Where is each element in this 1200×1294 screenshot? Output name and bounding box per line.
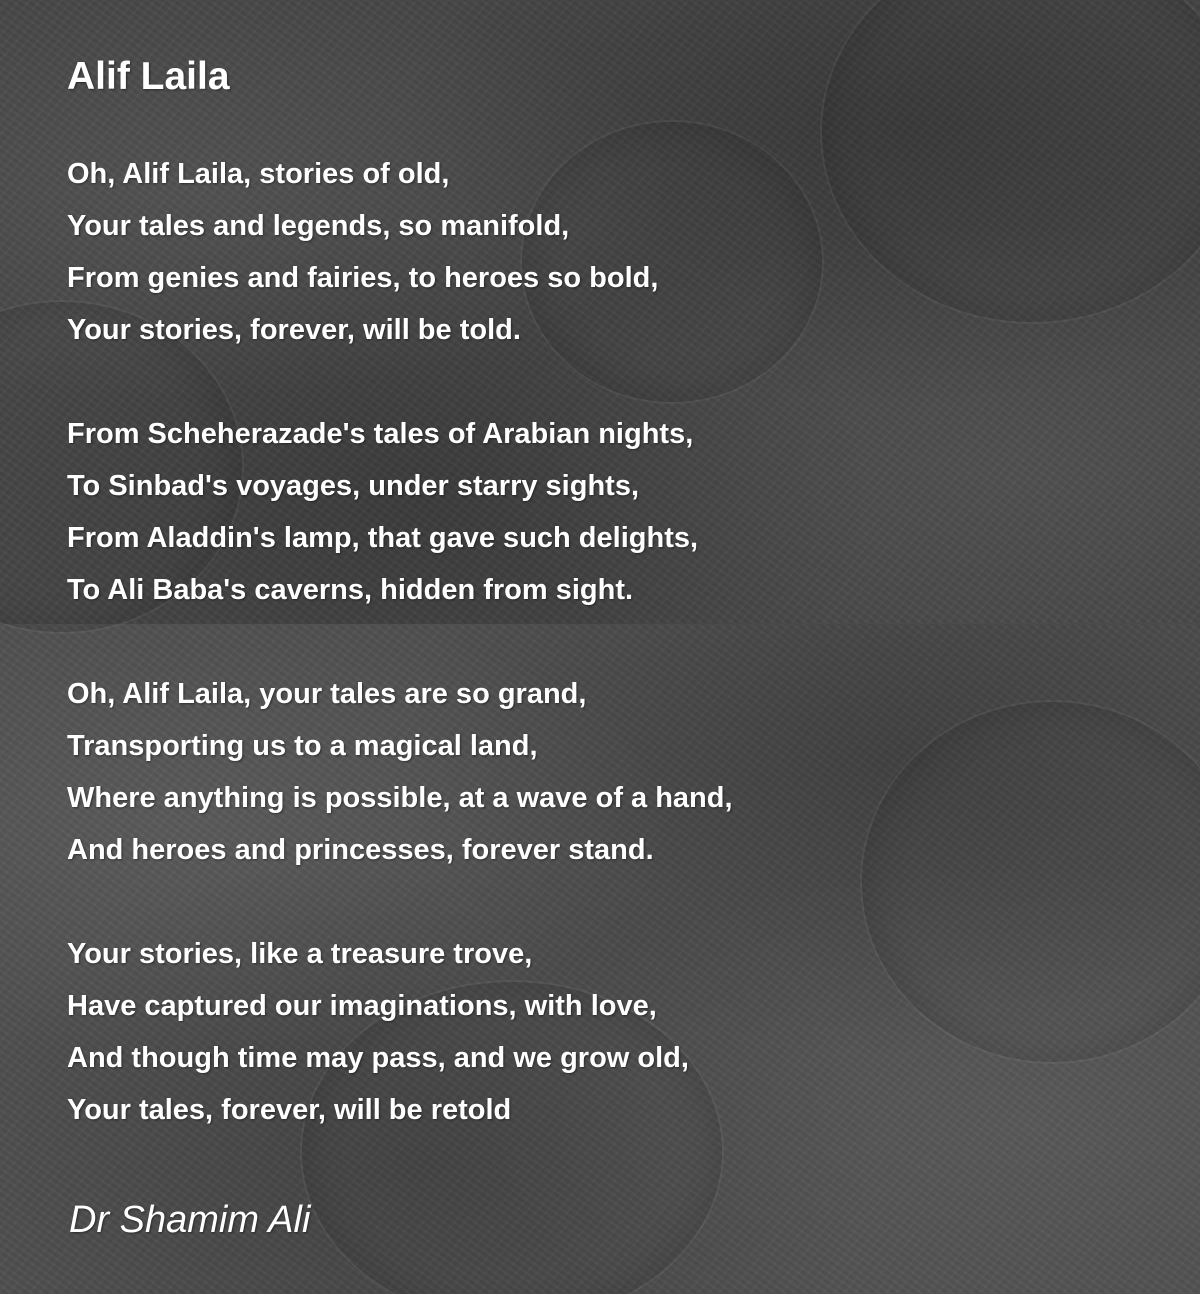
poem-line: From genies and fairies, to heroes so bold, — [67, 262, 659, 294]
poem-line: And heroes and princesses, forever stand. — [67, 834, 654, 866]
poem-title: Alif Laila — [67, 55, 230, 98]
stanza — [67, 148, 1167, 356]
poem-line: To Sinbad's voyages, under starry sights, — [67, 470, 640, 502]
poem-line: Your stories, forever, will be told. — [67, 314, 521, 346]
stanza — [67, 928, 1167, 1136]
poem-line: Your tales and legends, so manifold, — [67, 210, 570, 242]
poem-line: To Ali Baba's caverns, hidden from sight. — [67, 574, 634, 606]
poem-line: Oh, Alif Laila, your tales are so grand, — [67, 678, 587, 710]
poem-line: Your tales, forever, will be retold — [67, 1094, 512, 1126]
poem-line: From Scheherazade's tales of Arabian nights, — [67, 418, 694, 450]
poem-line: Where anything is possible, at a wave of a hand, — [67, 782, 733, 814]
poem-line: And though time may pass, and we grow old, — [67, 1042, 689, 1074]
poem-author: Dr Shamim Ali — [69, 1199, 311, 1241]
poem-line: Your stories, like a treasure trove, — [67, 938, 533, 970]
stanza — [67, 668, 1167, 876]
poem-line: From Aladdin's lamp, that gave such delights, — [67, 522, 699, 554]
poem-content — [67, 50, 1167, 1188]
poem-line: Have captured our imaginations, with love, — [67, 990, 657, 1022]
poem-stanzas — [67, 148, 1167, 1136]
poem-line: Oh, Alif Laila, stories of old, — [67, 158, 450, 190]
poem-line: Transporting us to a magical land, — [67, 730, 538, 762]
stanza — [67, 408, 1167, 616]
